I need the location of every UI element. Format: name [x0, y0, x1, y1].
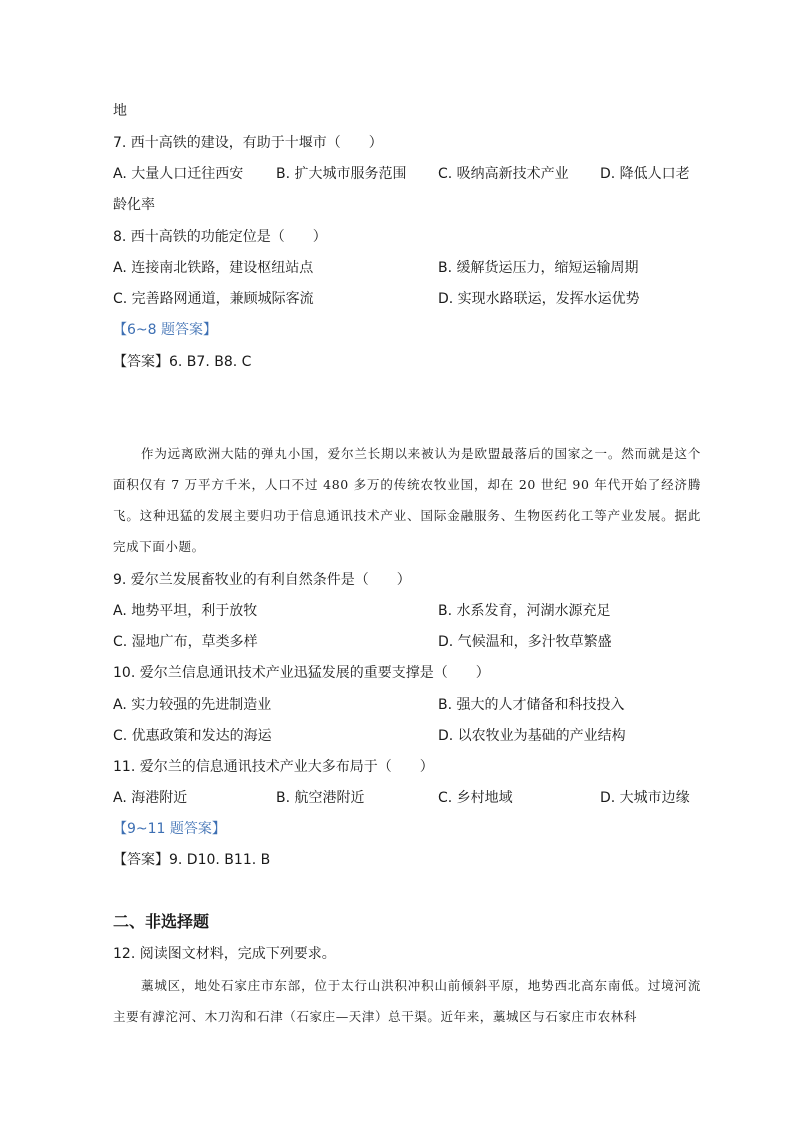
question-10-option-b: B. 强大的人才储备和科技投入: [438, 697, 625, 713]
question-9-option-a: A. 地势平坦，利于放牧: [113, 603, 258, 619]
question-8-stem: 8. 西十高铁的功能定位是（ ）: [113, 229, 327, 245]
question-12-stem: 12. 阅读图文材料，完成下列要求。: [113, 946, 336, 962]
question-7-stem: 7. 西十高铁的建设，有助于十堰市（ ）: [113, 135, 383, 151]
question-7-option-d-continued: 龄化率: [113, 197, 155, 213]
question-11-option-b: B. 航空港附近: [276, 790, 365, 806]
question-11-stem: 11. 爱尔兰的信息通讯技术产业大多布局于（ ）: [113, 759, 434, 775]
question-8-option-d: D. 实现水路联运，发挥水运优势: [438, 291, 640, 307]
answer-header-6-8: 【6~8 题答案】: [113, 322, 217, 338]
question-10-stem: 10. 爱尔兰信息通讯技术产业迅猛发展的重要支撑是（ ）: [113, 665, 490, 681]
question-7-option-a: A. 大量人口迁往西安: [113, 166, 244, 182]
question-7-option-d: D. 降低人口老: [600, 166, 690, 182]
passage-gaocheng: 藁城区，地处石家庄市东部，位于太行山洪积冲积山前倾斜平原，地势西北高东南低。过境河流主要有滹沱河、木刀沟和石津（石家庄—天津）总干渠。近年来，藁城区与石家庄市农林科: [113, 978, 701, 1024]
section-title: 二、非选择题: [113, 912, 210, 931]
question-7-option-c: C. 吸纳高新技术产业: [438, 166, 569, 182]
question-10-option-a: A. 实力较强的先进制造业: [113, 697, 272, 713]
question-9-option-b: B. 水系发育，河湖水源充足: [438, 603, 611, 619]
question-8-option-b: B. 缓解货运压力，缩短运输周期: [438, 260, 639, 276]
answer-9-11: 【答案】9. D10. B11. B: [113, 852, 271, 868]
question-11-option-d: D. 大城市边缘: [600, 790, 690, 806]
passage-ireland: 作为远离欧洲大陆的弹丸小国，爱尔兰长期以来被认为是欧盟最落后的国家之一。然而就是这个面积仅有 7 万平方千米，人口不过 480 多万的传统农牧业国，却在 20 世纪 90 年代开始了经济腾飞。这种迅猛的发展主要归功于信息通讯技术产业、国际金融服务、生物医药化工等产业发展。据此完成下面小题。: [113, 446, 701, 554]
question-8-option-c: C. 完善路网通道，兼顾城际客流: [113, 291, 314, 307]
answer-header-9-11: 【9~11 题答案】: [113, 821, 226, 837]
question-10-option-d: D. 以农牧业为基础的产业结构: [438, 728, 626, 744]
question-9-option-c: C. 湿地广布，草类多样: [113, 634, 258, 650]
question-8-option-a: A. 连接南北铁路，建设枢纽站点: [113, 260, 314, 276]
question-9-option-d: D. 气候温和，多汁牧草繁盛: [438, 634, 612, 650]
question-11-option-a: A. 海港附近: [113, 790, 188, 806]
question-11-option-c: C. 乡村地域: [438, 790, 513, 806]
question-7-option-b: B. 扩大城市服务范围: [276, 166, 407, 182]
question-9-stem: 9. 爱尔兰发展畜牧业的有利自然条件是（ ）: [113, 572, 411, 588]
top-line: 地: [113, 103, 127, 119]
question-10-option-c: C. 优惠政策和发达的海运: [113, 728, 272, 744]
answer-6-8: 【答案】6. B7. B8. C: [113, 354, 252, 370]
